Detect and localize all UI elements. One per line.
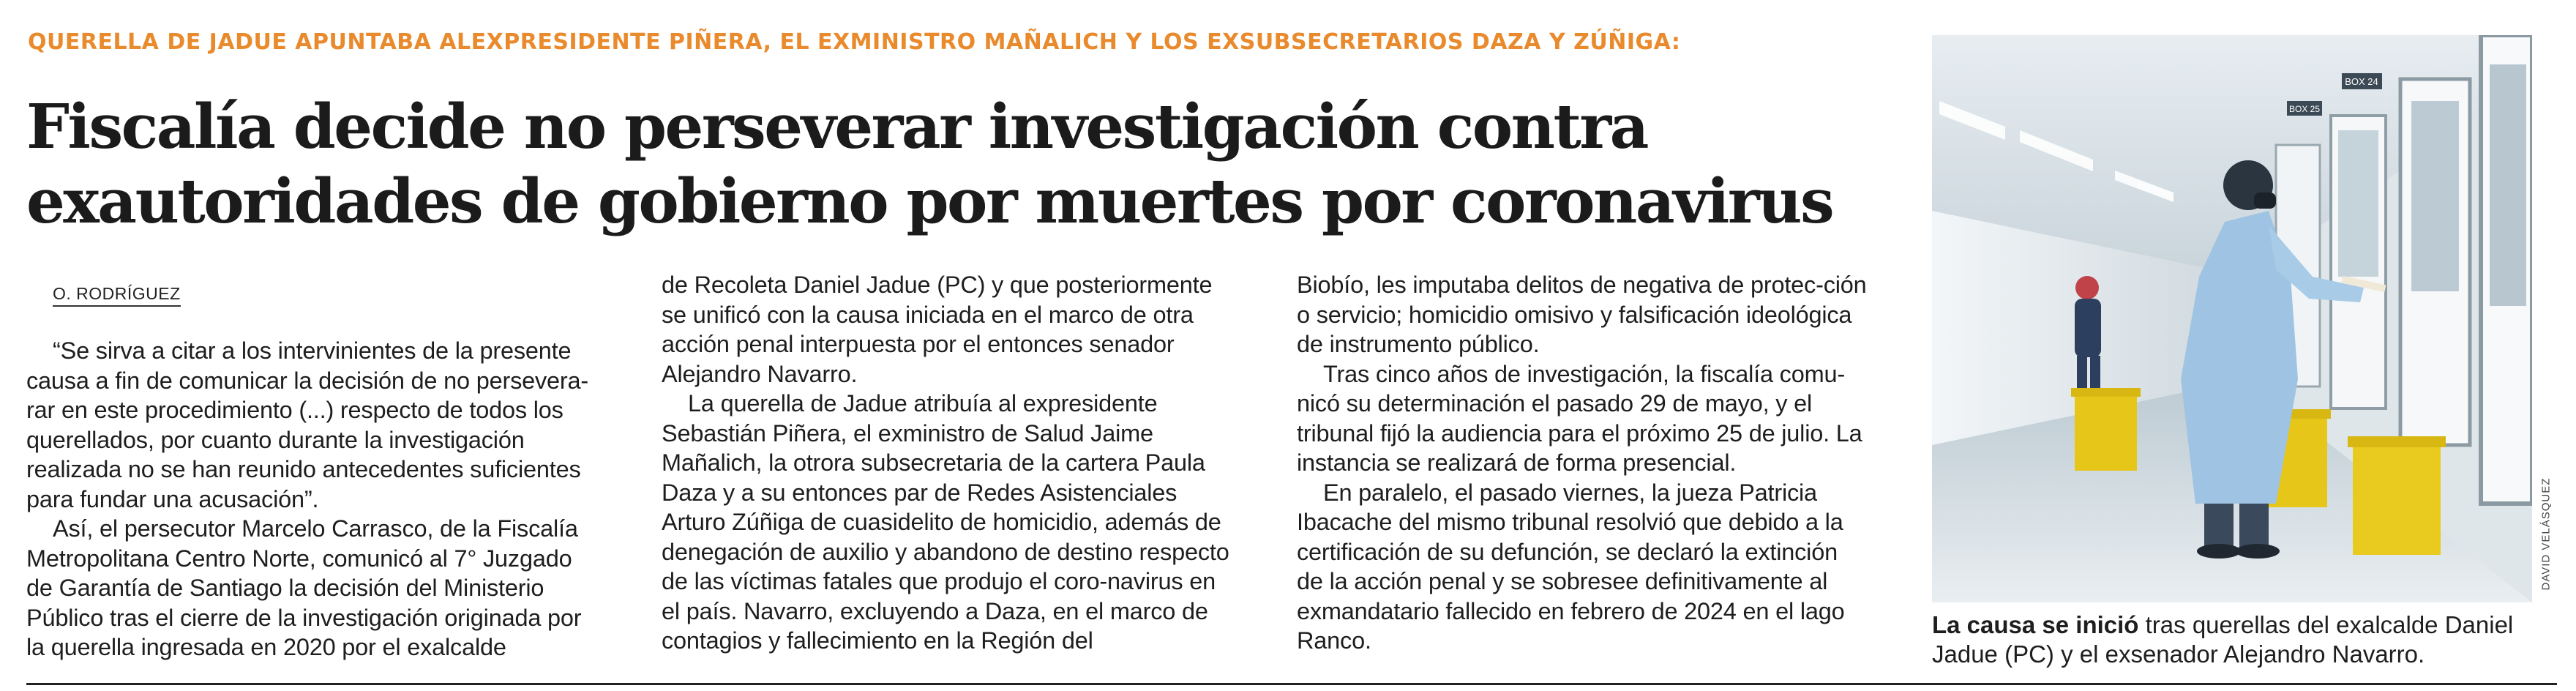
photo-caption [1932, 610, 2554, 669]
paragraph: “Se sirva a citar a los intervinientes de la presente causa a fin de comunicar la decisión de no persevera-rar en este procedimiento (...) respecto de todos los querellados, por cuanto durante la investigación realizada no se han reunido antecedentes suficientes para fundar una acusación”. [26, 337, 589, 512]
headline-line-2: exautoridades de gobierno por muertes por coronavirus [26, 165, 1833, 237]
paragraph: En paralelo, el pasado viernes, la jueza Patricia Ibacache del mismo tribunal resolvió que debido a la certificación de su defunción, se declaró la extinción de la acción penal y se sobresee definitivamente al exmandatario fallecido en febrero de 2024 en el lago Ranco. [1297, 479, 1845, 654]
hospital-corridor-illustration [1932, 35, 2532, 602]
door-sign-1: BOX 25 [2288, 104, 2321, 114]
paragraph: Biobío, les imputaba delitos de negativa de protec-ción o servicio; homicidio omisivo y falsificación ideológica de instrumento público. [1297, 272, 1867, 357]
body-column-1 [26, 336, 597, 662]
photo-credit-text: DAVID VELÁSQUEZ [2539, 477, 2553, 591]
article-photo [1932, 35, 2532, 602]
caption-lead: La causa se inició [1932, 611, 2139, 638]
body-column-3 [1297, 270, 1868, 656]
body-column-2 [662, 270, 1232, 656]
photo-credit [2536, 479, 2554, 597]
caption-text: tras querellas del exalcalde Daniel Jadue (PC) y el exsenador Alejandro Navarro. [1932, 611, 2514, 668]
paragraph: La querella de Jadue atribuía al expresidente Sebastián Piñera, el exministro de Salud Jaime Mañalich, la otrora subsecretaria de la cartera Paula Daza y a su entonces par de Redes Asistenciales Arturo Zúñiga de cuasidelito de homicidio, además de denegación de auxilio y abandono de destino respecto de las víctimas fatales que produjo el coro-navirus en el país. Navarro, excluyendo a Daza, en el marco de contagios y fallecimiento en la Región del [662, 390, 1229, 654]
headline-line-1: Fiscalía decide no perseverar investigación contra [26, 91, 1647, 163]
paragraph: Así, el persecutor Marcelo Carrasco, de la Fiscalía Metropolitana Centro Norte, comunicó al 7° Juzgado de Garantía de Santiago la decisión del Ministerio Público tras el cierre de la investigación originada por la querella ingresada en 2020 por el exalcalde [26, 515, 582, 660]
byline: O. RODRÍGUEZ [53, 284, 181, 307]
bottom-rule [26, 683, 2557, 685]
article-headline [26, 89, 1900, 239]
door-sign-2: BOX 24 [2345, 76, 2378, 87]
paragraph: Tras cinco años de investigación, la fiscalía comu-nicó su determinación el pasado 29 de mayo, y el tribunal fijó la audiencia para el próximo 25 de julio. La instancia se realizará de forma presencial. [1297, 360, 1862, 476]
article-kicker: QUERELLA DE JADUE APUNTABA ALEXPRESIDENTE PIÑERA, EL EXMINISTRO MAÑALICH Y LOS EXSUBSECRETARIOS DAZA Y ZÚÑIGA: [28, 29, 1681, 55]
paragraph: de Recoleta Daniel Jadue (PC) y que posteriormente se unificó con la causa iniciada en el marco de otra acción penal interpuesta por el entonces senador Alejandro Navarro. [662, 272, 1213, 387]
